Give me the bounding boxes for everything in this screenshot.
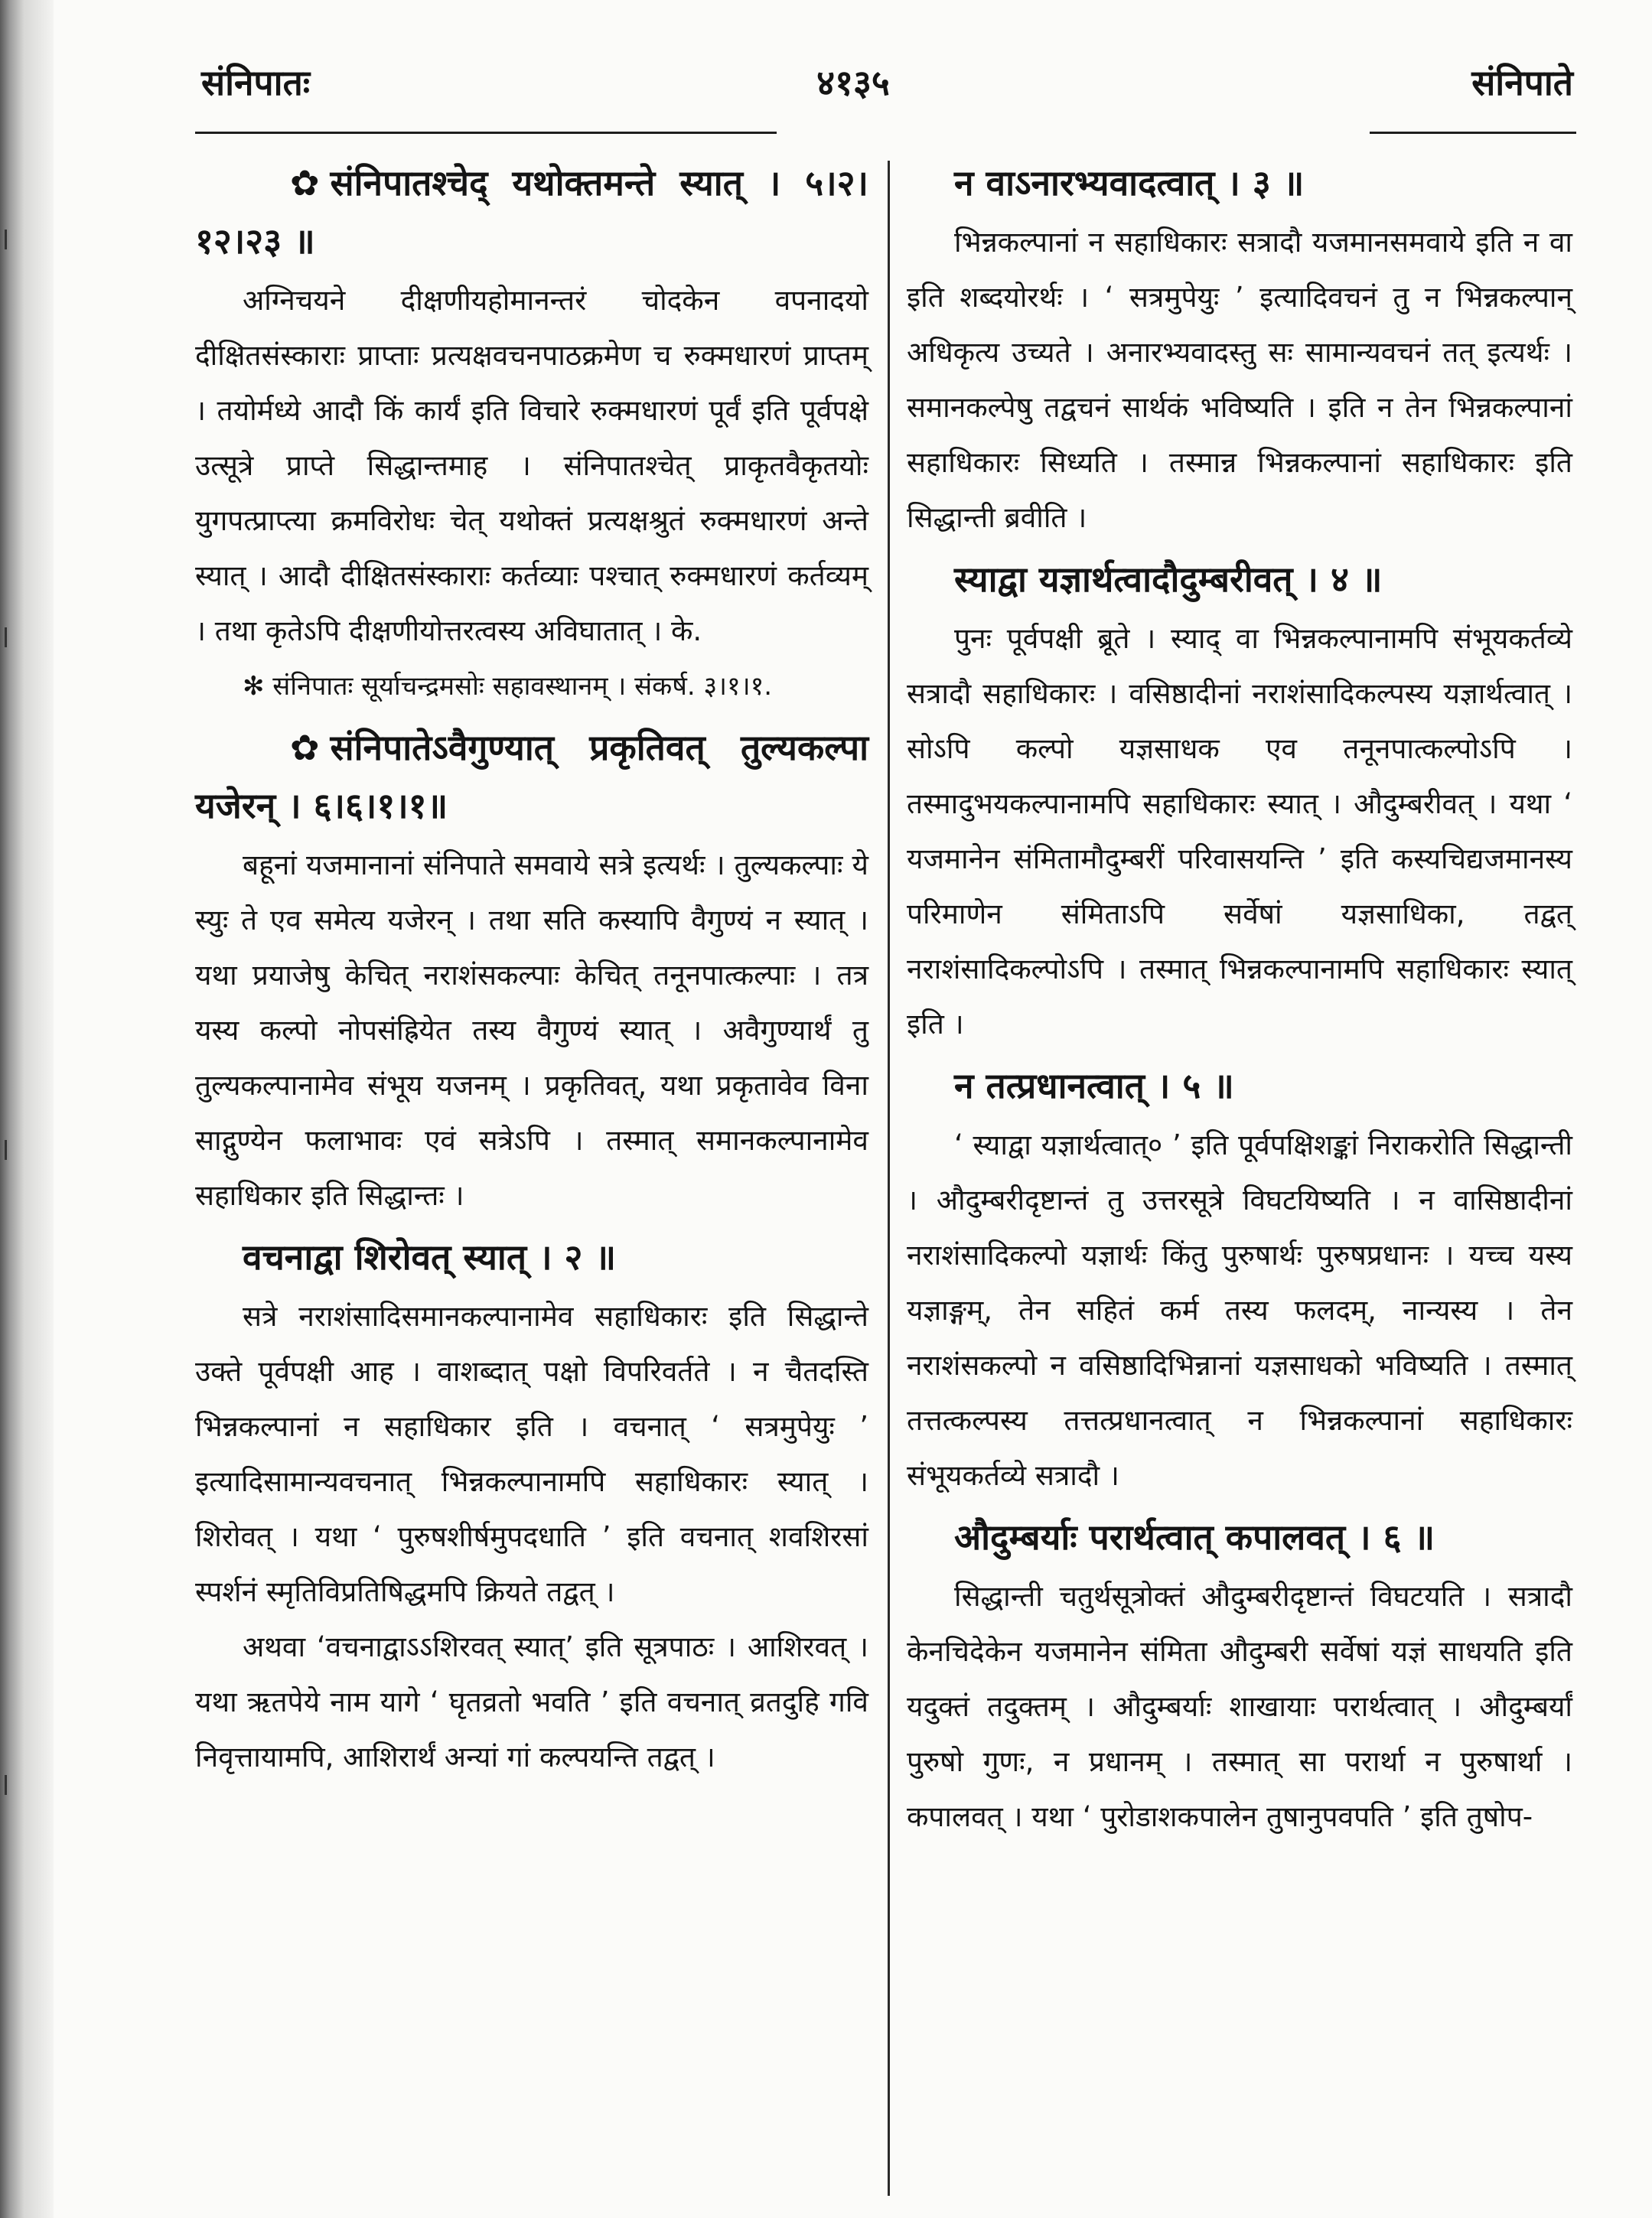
sutra-heading: न वाऽनारभ्यवादत्वात् । ३ ॥	[954, 162, 1305, 204]
binding-mark	[5, 230, 7, 249]
commentary-paragraph: अग्निचयने दीक्षणीयहोमानन्तरं चोदकेन वपनादयो दीक्षितसंस्काराः प्राप्ताः प्रत्यक्षवचनपाठक्रमेण च रुक्मधारणं प्राप्तम् । तयोर्मध्ये आदौ किं कार्यं इति विचारे रुक्मधारणं पूर्वं इति पूर्वपक्षे उत्सूत्रे प्राप्ते सिद्धान्तमाह । संनिपातश्चेत् प्राकृतवैकृतयोः युगपत्प्राप्त्या क्रमविरोधः चेत् यथोक्तं प्रत्यक्षश्रुतं रुक्मधारणं अन्ते स्यात् । आदौ दीक्षितसंस्काराः कर्तव्याः पश्चात् रुक्मधारणं कर्तव्यम् । तथा कृतेऽपि दीक्षणीयोत्तरत्वस्य अविघातात् । के.	[195, 284, 868, 647]
column-divider	[888, 161, 890, 2196]
sutra-heading: ✿ संनिपातश्चेद् यथोक्तमन्ते स्यात् । ५।२। १२।२३ ॥	[195, 154, 868, 270]
page-number: ४१३५	[816, 62, 890, 103]
left-column	[195, 149, 868, 1785]
flower-ornament-icon: ✿	[290, 162, 320, 204]
sutra-heading: वचनाद्वा शिरोवत् स्यात् । २ ॥	[243, 1236, 617, 1278]
commentary-paragraph: पुनः पूर्वपक्षी ब्रूते । स्याद् वा भिन्नकल्पानामपि संभूयकर्तव्ये सत्रादौ सहाधिकारः । वसिष्ठादीनां नराशंसादिकल्पस्य यज्ञार्थत्वात् । सोऽपि कल्पो यज्ञसाधक एव तनूनपात्कल्पोऽपि । तस्मादुभयकल्पानामपि सहाधिकारः स्यात् । औदुम्बरीवत् । यथा ‘ यजमानेन संमितामौदुम्बरीं परिवासयन्ति ’ इति कस्यचिद्यजमानस्य परिमाणेन संमिताऽपि सर्वेषां यज्ञसाधिका, तद्वत् नराशंसादिकल्पोऽपि । तस्मात् भिन्नकल्पानामपि सहाधिकारः स्यात् इति ।	[907, 622, 1572, 1041]
footnote: ✻ संनिपातः सूर्याचन्द्रमसोः सहावस्थानम् । संकर्ष. ३।१।१.	[243, 671, 773, 702]
sutra-heading: स्याद्वा यज्ञार्थत्वादौदुम्बरीवत् । ४ ॥	[954, 559, 1383, 600]
header-rule-left	[195, 132, 777, 134]
commentary-paragraph: सिद्धान्ती चतुर्थसूत्रोक्तं औदुम्बरीदृष्टान्तं विघटयति । सत्रादौ केनचिदेकेन यजमानेन संमिता औदुम्बरी सर्वेषां यज्ञं साधयति इति यदुक्तं तदुक्तम् । औदुम्बर्याः शाखायाः परार्थत्वात् । औदुम्बर्यां पुरुषो गुणः, न प्रधानम् । तस्मात् सा परार्था न पुरुषार्था । कपालवत् । यथा ‘ पुरोडाशकपालेन तुषानुपवपति ’ इति तुषोप-	[907, 1580, 1572, 1833]
commentary-paragraph: सत्रे नराशंसादिसमानकल्पानामेव सहाधिकारः इति सिद्धान्ते उक्ते पूर्वपक्षी आह । वाशब्दात् पक्षो विपरिवर्तते । न चैतदस्ति भिन्नकल्पानां न सहाधिकार इति । वचनात् ‘ सत्रमुपेयुः ’ इत्यादिसामान्यवचनात् भिन्नकल्पानामपि सहाधिकारः स्यात् । शिरोवत् । यथा ‘ पुरुषशीर्षमुपदधाति ’ इति वचनात् शवशिरसां स्पर्शनं स्मृतिविप्रतिषिद्धमपि क्रियते तद्वत् ।	[195, 1300, 868, 1608]
binding-mark	[5, 1140, 7, 1160]
flower-ornament-icon: ✿	[290, 727, 320, 768]
commentary-paragraph: ‘ स्याद्वा यज्ञार्थत्वात्० ’ इति पूर्वपक्षिशङ्कां निराकरोति सिद्धान्ती । औदुम्बरीदृष्टान्तं तु उत्तरसूत्रे विघटयिष्यति । न वासिष्ठादीनां नराशंसादिकल्पो यज्ञार्थः किंतु पुरुषार्थः पुरुषप्रधानः । यच्च यस्य यज्ञाङ्गम्, तेन सहितं कर्म तस्य फलदम्, नान्यस्य । तेन नराशंसकल्पो न वसिष्ठादिभिन्नानां यज्ञसाधको भविष्यति । तस्मात् तत्तत्कल्पस्य तत्तत्प्रधानत्वात् न भिन्नकल्पानां सहाधिकारः संभूयकर्तव्ये सत्रादौ ।	[907, 1129, 1572, 1492]
commentary-paragraph: भिन्नकल्पानां न सहाधिकारः सत्रादौ यजमानसमवाये इति न वा इति शब्दयोरर्थः । ‘ सत्रमुपेयुः ’ इत्यादिवचनं तु न भिन्नकल्पान् अधिकृत्य उच्यते । अनारभ्यवादस्तु सः सामान्यवचनं तत् इत्यर्थः । समानकल्पेषु तद्वचनं सार्थकं भविष्यति । इति न तेन भिन्नकल्पानां सहाधिकारः सिध्यति । तस्मान्न भिन्नकल्पानां सहाधिकारः इति सिद्धान्ती ब्रवीति ।	[907, 226, 1572, 534]
book-binding-edge	[0, 0, 54, 2218]
running-head-right: संनिपाते	[1471, 62, 1573, 103]
commentary-paragraph: बहूनां यजमानानां संनिपाते समवाये सत्रे इत्यर्थः । तुल्यकल्पाः ये स्युः ते एव समेत्य यजेरन् । तथा सति कस्यापि वैगुण्यं न स्यात् । यथा प्रयाजेषु केचित् नराशंसकल्पाः केचित् तनूनपात्कल्पाः । तत्र यस्य कल्पो नोपसंह्रियेत तस्य वैगुण्यं स्यात् । अवैगुण्यार्थं तु तुल्यकल्पानामेव संभूय यजनम् । प्रकृतिवत्, यथा प्रकृतावेव विना साद्गुण्येन फलाभावः एवं सत्रेऽपि । तस्मात् समानकल्पानामेव सहाधिकार इति सिद्धान्तः ।	[195, 848, 868, 1212]
header-rule-right	[1370, 132, 1576, 134]
sutra-heading: औदुम्बर्याः परार्थत्वात् कपालवत् । ६ ॥	[954, 1516, 1435, 1558]
sutra-heading: ✿ संनिपातेऽवैगुण्यात् प्रकृतिवत् तुल्यकल्पा यजेरन् । ६।६।१।१॥	[195, 718, 868, 835]
binding-mark	[5, 627, 7, 647]
right-column	[907, 149, 1572, 1845]
commentary-paragraph: अथवा ‘वचनाद्वाऽऽशिरवत् स्यात्’ इति सूत्रपाठः । आशिरवत् । यथा ऋतपेये नाम यागे ‘ घृतव्रतो भवति ’ इति वचनात् व्रतदुहि गवि निवृत्तायामपि, आशिरार्थं अन्यां गां कल्पयन्ति तद्वत् ।	[195, 1630, 868, 1773]
sutra-heading: न तत्प्रधानत्वात् । ५ ॥	[954, 1065, 1234, 1106]
binding-mark	[5, 1775, 7, 1795]
running-head-left: संनिपातः	[201, 62, 311, 103]
